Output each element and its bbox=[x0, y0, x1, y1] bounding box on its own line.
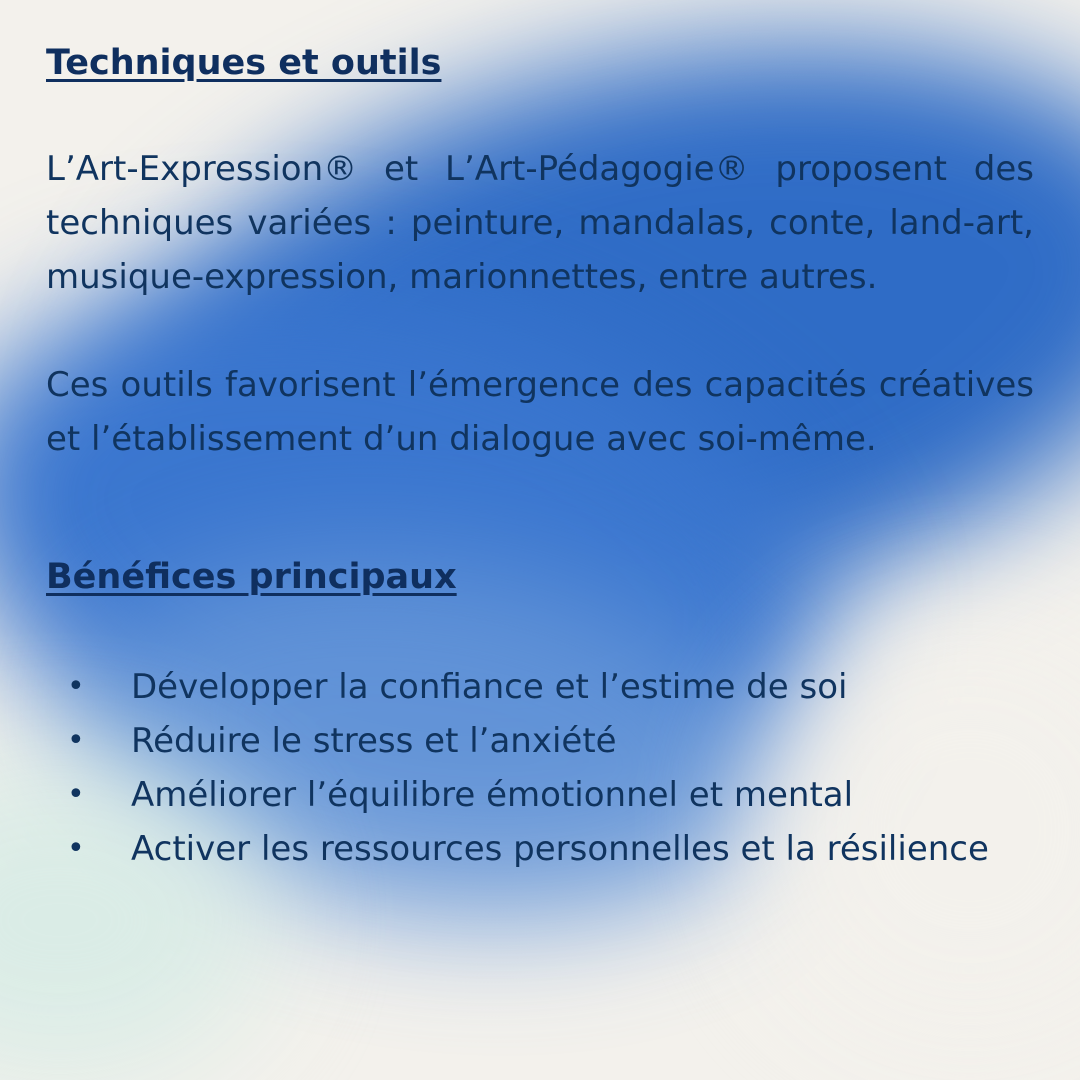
list-item-text: Améliorer l’équilibre émotionnel et mental bbox=[131, 775, 854, 815]
bullet-icon: • bbox=[67, 723, 85, 758]
bullet-icon: • bbox=[67, 669, 85, 704]
techniques-paragraph: L’Art-Expression® et L’Art-Pédagogie® proposent des techniques variées : peinture, mandalas, conte, land-art, musique-expression, marionnettes, entre autres. bbox=[46, 149, 1034, 297]
list-item bbox=[46, 660, 1034, 714]
list-item bbox=[46, 822, 1034, 876]
bullet-icon: • bbox=[67, 831, 85, 866]
slide-content bbox=[46, 38, 1034, 876]
benefits-list bbox=[46, 660, 1034, 876]
list-item-text: Réduire le stress et l’anxiété bbox=[131, 721, 617, 761]
list-item-text: Activer les ressources personnelles et la résilience bbox=[131, 829, 989, 869]
section-heading-benefits: Bénéfices principaux bbox=[46, 557, 457, 597]
list-item-text: Développer la confiance et l’estime de soi bbox=[131, 667, 848, 707]
tools-paragraph: Ces outils favorisent l’émergence des capacités créatives et l’établissement d’un dialogue avec soi-même. bbox=[46, 365, 1034, 459]
list-item bbox=[46, 714, 1034, 768]
section-heading-techniques: Techniques et outils bbox=[46, 43, 442, 83]
list-item bbox=[46, 768, 1034, 822]
bullet-icon: • bbox=[67, 777, 85, 812]
